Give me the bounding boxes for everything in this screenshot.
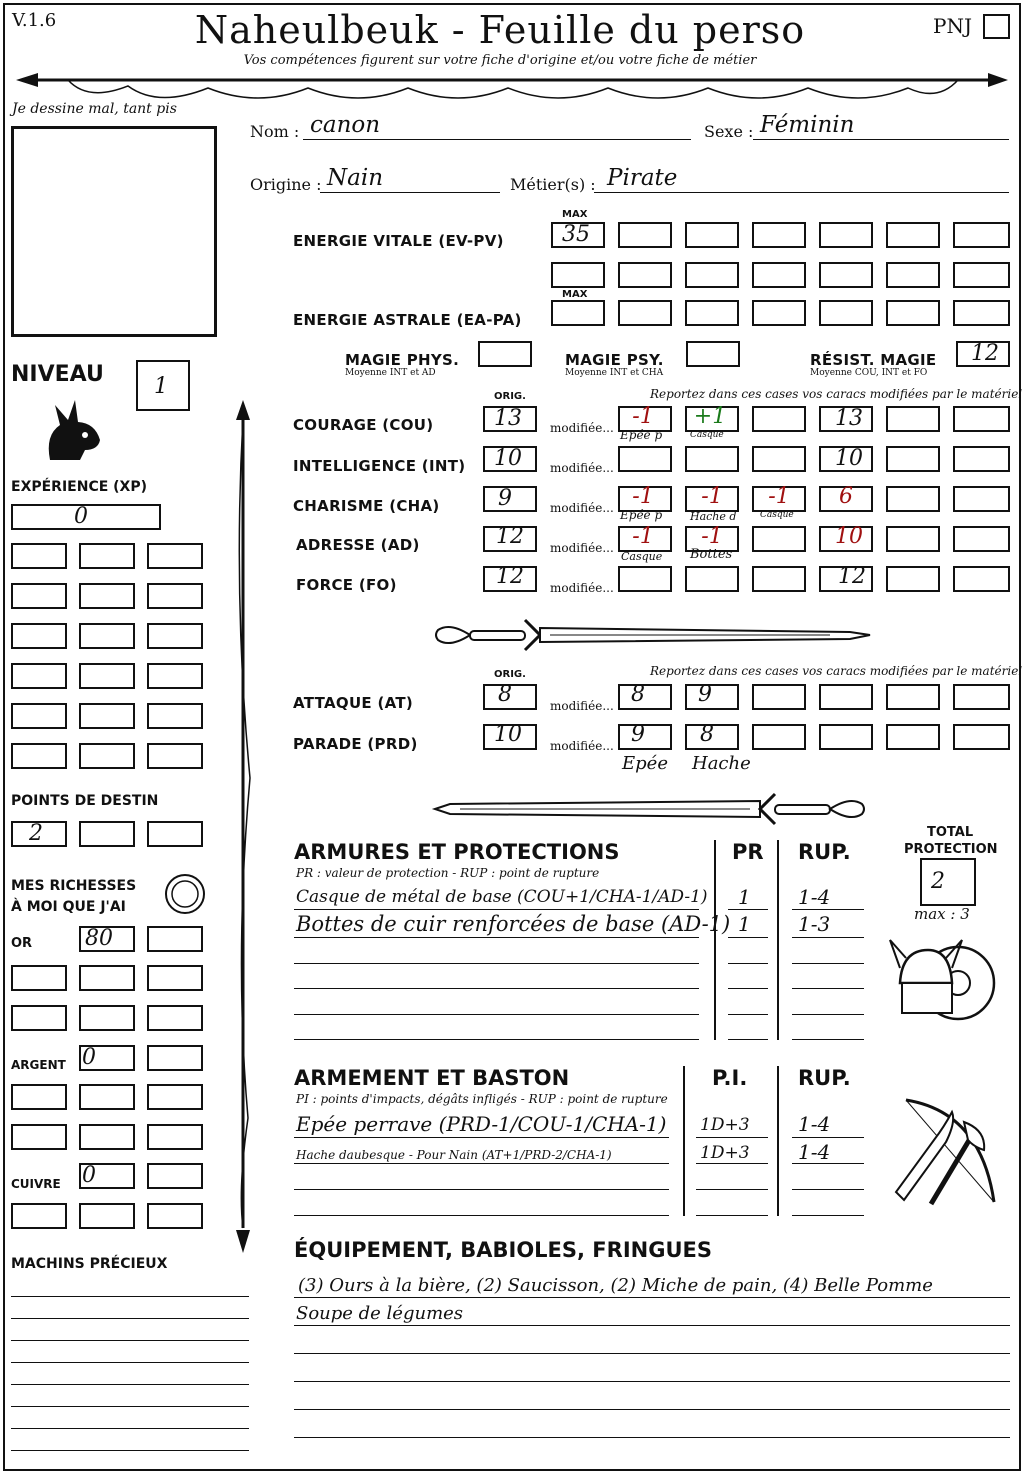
cha-mod2-note: Hache d: [690, 510, 737, 523]
xp-grid-box[interactable]: [79, 583, 135, 609]
destin-label: POINTS DE DESTIN: [11, 793, 159, 809]
cou-mod1-note: Epée p: [620, 428, 663, 442]
ev-box[interactable]: [618, 262, 672, 288]
armures-sub: PR : valeur de protection - RUP : point de rupture: [296, 866, 600, 880]
int-mod-box[interactable]: [886, 446, 940, 472]
ea-box[interactable]: [886, 300, 940, 326]
ev-box[interactable]: [819, 222, 873, 248]
armure-row-name[interactable]: Bottes de cuir renforcées de base (AD-1): [296, 912, 731, 936]
cou-modif-label: modifiée...: [550, 421, 614, 435]
cou-mod-box[interactable]: [953, 406, 1010, 432]
machins-line[interactable]: [11, 1362, 249, 1363]
ad-mod-box[interactable]: [752, 526, 806, 552]
prd-mod-box[interactable]: [752, 724, 806, 750]
arme-row-pi[interactable]: 1D+3: [700, 1143, 750, 1163]
richesses-label: MES RICHESSES: [11, 878, 137, 894]
or-box[interactable]: [79, 965, 135, 991]
ea-box[interactable]: [953, 300, 1010, 326]
argent-value: 0: [82, 1045, 96, 1070]
cha-mod1-value: -1: [632, 484, 654, 509]
destin-box[interactable]: [147, 821, 203, 847]
arme-row-rup[interactable]: 1-4: [798, 1140, 831, 1164]
helmet-shield-icon: [888, 928, 998, 1038]
cou-orig-value: 13: [494, 406, 522, 431]
sexe-value[interactable]: Féminin: [760, 112, 855, 138]
ev-max-value: 35: [562, 222, 590, 247]
int-modif-label: modifiée...: [550, 461, 614, 475]
machins-line[interactable]: [11, 1406, 249, 1407]
weapons-icon: [886, 1092, 1004, 1214]
weapon1-note: Epée: [622, 753, 668, 774]
prd-mod2-value: 8: [700, 722, 714, 747]
argent-box[interactable]: [79, 1124, 135, 1150]
ea-box[interactable]: [618, 300, 672, 326]
resist-magie-label: RÉSIST. MAGIE: [810, 351, 937, 369]
fo-mod-box[interactable]: [953, 566, 1010, 592]
xp-grid-box[interactable]: [79, 623, 135, 649]
armures-title: ARMURES ET PROTECTIONS: [294, 840, 620, 864]
pnj-checkbox[interactable]: [983, 14, 1010, 39]
int-mod-box[interactable]: [752, 446, 806, 472]
xp-grid-box[interactable]: [11, 543, 67, 569]
ea-max-box[interactable]: [551, 300, 605, 326]
machins-line[interactable]: [11, 1318, 249, 1319]
prd-mod-box[interactable]: [886, 724, 940, 750]
ev-box[interactable]: [953, 262, 1010, 288]
equip-line-1[interactable]: (3) Ours à la bière, (2) Saucisson, (2) Miche de pain, (4) Belle Pomme: [298, 1275, 933, 1296]
weapon2-note: Hache: [692, 753, 751, 774]
argent-box[interactable]: [147, 1045, 203, 1071]
destin-box[interactable]: [79, 821, 135, 847]
cou-mod-box[interactable]: [886, 406, 940, 432]
at-mod-box[interactable]: [752, 684, 806, 710]
sword-icon: [430, 786, 875, 832]
xp-grid-box[interactable]: [11, 743, 67, 769]
metier-value[interactable]: Pirate: [607, 165, 678, 191]
cha-label: CHARISME (CHA): [293, 497, 440, 515]
prd-mod-box[interactable]: [953, 724, 1010, 750]
nom-value[interactable]: canon: [310, 112, 381, 138]
ev-box[interactable]: [819, 262, 873, 288]
destin-value: 2: [29, 821, 43, 846]
at-mod-box[interactable]: [886, 684, 940, 710]
at-modif-label: modifiée...: [550, 699, 614, 713]
cha-modif-label: modifiée...: [550, 501, 614, 515]
combat-orig-label: ORIG.: [494, 669, 526, 680]
armement-title: ARMEMENT ET BASTON: [294, 1066, 570, 1090]
sexe-label: Sexe :: [704, 122, 754, 141]
armures-rup-header: RUP.: [798, 840, 851, 864]
fo-orig-value: 12: [496, 564, 524, 589]
at-orig-value: 8: [498, 682, 512, 707]
ev-box[interactable]: [886, 262, 940, 288]
cha-final-value: 6: [839, 484, 853, 509]
armure-row-pr[interactable]: 1: [738, 885, 751, 909]
coin-icon: [163, 872, 207, 916]
origine-label: Origine :: [250, 175, 322, 194]
version-label: V.1.6: [12, 10, 57, 31]
carac-orig-label: ORIG.: [494, 391, 526, 402]
at-mod1-value: 8: [631, 682, 645, 707]
ad-mod1-value: -1: [632, 524, 654, 549]
prd-label: PARADE (PRD): [293, 735, 418, 753]
ev-box[interactable]: [953, 222, 1010, 248]
cha-mod1-note: Epée p: [620, 508, 663, 522]
cha-mod-box[interactable]: [886, 486, 940, 512]
or-value: 80: [85, 926, 113, 951]
cha-mod3-value: -1: [768, 484, 790, 509]
carac-note: Reportez dans ces cases vos caracs modifiées par le matériel: [650, 387, 1023, 401]
equip-line-2[interactable]: Soupe de légumes: [296, 1303, 464, 1324]
argent-box[interactable]: [147, 1124, 203, 1150]
magie-phys-sub: Moyenne INT et AD: [345, 368, 436, 378]
ad-mod2-note: Bottes: [690, 547, 733, 562]
argent-box[interactable]: [79, 1084, 135, 1110]
magie-psy-box[interactable]: [686, 341, 740, 367]
total-protection-label-2: PROTECTION: [904, 842, 998, 857]
ad-mod1-note: Casque: [621, 550, 663, 563]
equip-empty-line[interactable]: [294, 1409, 1010, 1410]
cou-mod2-note: Casque: [690, 430, 724, 440]
or-box[interactable]: [147, 1005, 203, 1031]
fo-modif-label: modifiée...: [550, 581, 614, 595]
cha-mod3-note: Casque: [760, 510, 794, 520]
ad-label: ADRESSE (AD): [296, 536, 420, 554]
armure-row-rup[interactable]: 1-3: [798, 912, 831, 936]
or-box[interactable]: [11, 1005, 67, 1031]
prd-mod-box[interactable]: [819, 724, 873, 750]
arme-row-rup[interactable]: 1-4: [798, 1112, 831, 1136]
equip-title: ÉQUIPEMENT, BABIOLES, FRINGUES: [294, 1238, 712, 1262]
xp-value: 0: [74, 504, 88, 529]
portrait-label: Je dessine mal, tant pis: [12, 101, 177, 117]
total-protection-value: 2: [931, 869, 945, 894]
combat-note: Reportez dans ces cases vos caracs modifiées par le matériel: [650, 664, 1023, 678]
xp-grid-box[interactable]: [147, 703, 203, 729]
machins-line[interactable]: [11, 1384, 249, 1385]
armures-pr-header: PR: [732, 840, 764, 864]
pnj-label: PNJ: [933, 14, 972, 38]
ea-label: ENERGIE ASTRALE (EA-PA): [293, 311, 522, 329]
sword-icon: [430, 612, 875, 658]
ea-max-label: MAX: [562, 289, 588, 300]
equip-empty-line[interactable]: [294, 1437, 1010, 1438]
richesses-label-2: À MOI QUE J'AI: [11, 899, 126, 915]
arme-row-pi[interactable]: 1D+3: [700, 1115, 750, 1135]
prd-modif-label: modifiée...: [550, 739, 614, 753]
machins-line[interactable]: [11, 1450, 249, 1451]
argent-box[interactable]: [11, 1124, 67, 1150]
fo-mod-box[interactable]: [685, 566, 739, 592]
prd-mod1-value: 9: [631, 722, 645, 747]
argent-box[interactable]: [11, 1084, 67, 1110]
resist-magie-value: 12: [971, 341, 999, 366]
xp-grid-box[interactable]: [147, 583, 203, 609]
xp-grid-box[interactable]: [79, 543, 135, 569]
cou-label: COURAGE (COU): [293, 416, 434, 434]
or-box[interactable]: [11, 965, 67, 991]
or-box[interactable]: [147, 926, 203, 952]
cou-mod2-value: +1: [693, 404, 727, 429]
or-box[interactable]: [79, 1005, 135, 1031]
int-orig-value: 10: [494, 446, 522, 471]
arme-empty-line[interactable]: [294, 1215, 669, 1216]
cha-mod-box[interactable]: [953, 486, 1010, 512]
fo-final-value: 12: [838, 564, 866, 589]
machins-line[interactable]: [11, 1296, 249, 1297]
ev-label: ENERGIE VITALE (EV-PV): [293, 232, 504, 250]
xp-grid-box[interactable]: [79, 743, 135, 769]
magie-psy-label: MAGIE PSY.: [565, 351, 664, 369]
or-label: OR: [11, 936, 33, 951]
ea-box[interactable]: [685, 300, 739, 326]
ea-box[interactable]: [752, 300, 806, 326]
arme-row-name[interactable]: Hache daubesque - Pour Nain (AT+1/PRD-2/CHA-1): [296, 1148, 612, 1162]
cou-mod1-value: -1: [632, 404, 654, 429]
xp-grid-box[interactable]: [11, 583, 67, 609]
xp-grid-box[interactable]: [11, 703, 67, 729]
int-label: INTELLIGENCE (INT): [293, 457, 466, 475]
ev-box[interactable]: [618, 222, 672, 248]
equip-empty-line[interactable]: [294, 1381, 1010, 1382]
ad-modif-label: modifiée...: [550, 541, 614, 555]
ad-final-value: 10: [835, 524, 863, 549]
cha-orig-value: 9: [498, 486, 512, 511]
armement-sub: PI : points d'impacts, dégâts infligés - RUP : point de rupture: [296, 1092, 668, 1106]
ev-box[interactable]: [685, 262, 739, 288]
magie-psy-sub: Moyenne INT et CHA: [565, 368, 664, 378]
xp-grid-box[interactable]: [11, 623, 67, 649]
armure-empty-line[interactable]: [294, 963, 699, 964]
armure-empty-line[interactable]: [294, 988, 699, 989]
armure-empty-line[interactable]: [294, 1014, 699, 1015]
armure-empty-line[interactable]: [294, 1039, 699, 1040]
machins-line[interactable]: [11, 1428, 249, 1429]
xp-grid-box[interactable]: [79, 703, 135, 729]
cuivre-label: CUIVRE: [11, 1177, 61, 1191]
xp-grid-box[interactable]: [147, 623, 203, 649]
int-mod-box[interactable]: [685, 446, 739, 472]
nom-label: Nom :: [250, 122, 300, 141]
cuivre-value: 0: [82, 1163, 96, 1188]
int-final-value: 10: [835, 446, 863, 471]
spear-vertical: [228, 398, 258, 1258]
ad-mod-box[interactable]: [953, 526, 1010, 552]
fo-label: FORCE (FO): [296, 576, 397, 594]
cou-final-value: 13: [835, 406, 863, 431]
fo-mod-box[interactable]: [752, 566, 806, 592]
xp-label: EXPÉRIENCE (XP): [11, 479, 148, 495]
equip-empty-line[interactable]: [294, 1353, 1010, 1354]
portrait-box[interactable]: [11, 126, 217, 337]
at-mod-box[interactable]: [819, 684, 873, 710]
machins-label: MACHINS PRÉCIEUX: [11, 1256, 168, 1272]
niveau-label: NIVEAU: [11, 362, 104, 387]
ev-box[interactable]: [551, 262, 605, 288]
at-mod-box[interactable]: [953, 684, 1010, 710]
armure-row-pr[interactable]: 1: [738, 912, 751, 936]
niveau-value: 1: [154, 374, 168, 399]
dragon-icon: [40, 395, 105, 465]
total-protection-label: TOTAL: [927, 825, 974, 840]
magie-phys-label: MAGIE PHYS.: [345, 351, 460, 369]
xp-grid-box[interactable]: [147, 663, 203, 689]
ev-box[interactable]: [752, 222, 806, 248]
ev-box[interactable]: [886, 222, 940, 248]
argent-label: ARGENT: [11, 1058, 66, 1072]
at-label: ATTAQUE (AT): [293, 694, 414, 712]
xp-grid-box[interactable]: [147, 543, 203, 569]
or-box[interactable]: [147, 965, 203, 991]
prd-orig-value: 10: [494, 722, 522, 747]
fo-mod-box[interactable]: [886, 566, 940, 592]
armure-row-rup[interactable]: 1-4: [798, 885, 831, 909]
cou-mod-box[interactable]: [752, 406, 806, 432]
at-mod2-value: 9: [698, 682, 712, 707]
resist-magie-sub: Moyenne COU, INT et FO: [810, 368, 928, 378]
cuivre-box[interactable]: [147, 1203, 203, 1229]
ea-box[interactable]: [819, 300, 873, 326]
xp-grid-box[interactable]: [11, 663, 67, 689]
arme-row-name[interactable]: Epée perrave (PRD-1/COU-1/CHA-1): [296, 1112, 667, 1136]
ev-box[interactable]: [685, 222, 739, 248]
cuivre-box[interactable]: [11, 1203, 67, 1229]
arme-empty-line[interactable]: [294, 1189, 669, 1190]
int-mod-box[interactable]: [618, 446, 672, 472]
armement-rup-header: RUP.: [798, 1066, 851, 1090]
ad-orig-value: 12: [496, 524, 524, 549]
metier-label: Métier(s) :: [510, 175, 596, 194]
fo-mod-box[interactable]: [618, 566, 672, 592]
origine-value[interactable]: Nain: [327, 165, 384, 191]
magie-phys-box[interactable]: [478, 341, 532, 367]
ad-mod2-value: -1: [701, 524, 723, 549]
ad-mod-box[interactable]: [886, 526, 940, 552]
armement-pi-header: P.I.: [712, 1066, 748, 1090]
total-protection-max: max : 3: [914, 905, 970, 923]
armure-row-name[interactable]: Casque de métal de base (COU+1/CHA-1/AD-1): [296, 887, 708, 907]
int-mod-box[interactable]: [953, 446, 1010, 472]
machins-line[interactable]: [11, 1340, 249, 1341]
page-title: Naheulbeuk - Feuille du perso: [194, 8, 806, 52]
page-subtitle: Vos compétences figurent sur votre fiche d'origine et/ou votre fiche de métier: [243, 53, 757, 68]
cha-mod2-value: -1: [701, 484, 723, 509]
ev-max-label: MAX: [562, 209, 588, 220]
xp-grid-box[interactable]: [79, 663, 135, 689]
argent-box[interactable]: [147, 1084, 203, 1110]
cuivre-box[interactable]: [79, 1203, 135, 1229]
cuivre-box[interactable]: [147, 1163, 203, 1189]
xp-grid-box[interactable]: [147, 743, 203, 769]
ev-box[interactable]: [752, 262, 806, 288]
